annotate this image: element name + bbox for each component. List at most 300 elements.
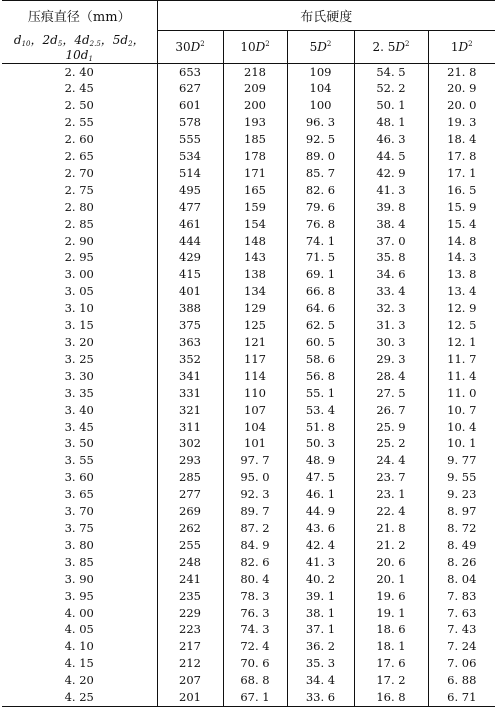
- load-ratio-coef: 10: [240, 39, 256, 54]
- hardness-value-cell: 48. 9: [287, 452, 354, 469]
- hardness-value-cell: 578: [157, 114, 223, 131]
- hardness-value-cell: 47. 5: [287, 469, 354, 486]
- hardness-value-cell: 10. 1: [428, 435, 495, 452]
- indent-diameter-subheader: [2, 31, 157, 64]
- hardness-value-cell: 23. 7: [354, 469, 428, 486]
- table-row: [2, 385, 495, 402]
- hardness-value-cell: 248: [157, 554, 223, 571]
- table-row: [2, 131, 495, 148]
- hardness-value-cell: 311: [157, 419, 223, 436]
- hardness-value-cell: 34. 4: [287, 672, 354, 689]
- hardness-value-cell: 129: [223, 300, 287, 317]
- hardness-value-cell: 20. 6: [354, 554, 428, 571]
- table-row: [2, 97, 495, 114]
- hardness-value-cell: 401: [157, 283, 223, 300]
- hardness-value-cell: 12. 1: [428, 334, 495, 351]
- hardness-value-cell: 35. 3: [287, 655, 354, 672]
- hardness-value-cell: 50. 1: [354, 97, 428, 114]
- hardness-value-cell: 117: [223, 351, 287, 368]
- table-row: [2, 182, 495, 199]
- table-row: [2, 165, 495, 182]
- hardness-value-cell: 321: [157, 402, 223, 419]
- hardness-value-cell: 8. 49: [428, 537, 495, 554]
- hardness-value-cell: 95. 0: [223, 469, 287, 486]
- hardness-value-cell: 10. 7: [428, 402, 495, 419]
- hardness-value-cell: 30. 3: [354, 334, 428, 351]
- hardness-value-cell: 43. 6: [287, 520, 354, 537]
- hardness-value-cell: 34. 6: [354, 266, 428, 283]
- indent-diameter-cell: 4. 00: [2, 605, 157, 622]
- hardness-value-cell: 277: [157, 486, 223, 503]
- hardness-value-cell: 20. 0: [428, 97, 495, 114]
- hardness-value-cell: 7. 63: [428, 605, 495, 622]
- hardness-value-cell: 38. 1: [287, 605, 354, 622]
- indent-diameter-cell: 3. 80: [2, 537, 157, 554]
- table-row: [2, 233, 495, 250]
- hardness-value-cell: 79. 6: [287, 199, 354, 216]
- hardness-value-cell: 51. 8: [287, 419, 354, 436]
- indent-diameter-cell: 3. 20: [2, 334, 157, 351]
- hardness-value-cell: 101: [223, 435, 287, 452]
- table-row: [2, 402, 495, 419]
- table-row: [2, 266, 495, 283]
- hardness-value-cell: 82. 6: [287, 182, 354, 199]
- hardness-value-cell: 29. 3: [354, 351, 428, 368]
- hardness-value-cell: 193: [223, 114, 287, 131]
- table-row: [2, 486, 495, 503]
- hardness-value-cell: 10. 4: [428, 419, 495, 436]
- hardness-value-cell: 114: [223, 368, 287, 385]
- hardness-value-cell: 33. 4: [354, 283, 428, 300]
- hardness-value-cell: 104: [223, 419, 287, 436]
- hardness-value-cell: 14. 3: [428, 249, 495, 266]
- table-row: [2, 368, 495, 385]
- hardness-value-cell: 15. 9: [428, 199, 495, 216]
- load-ratio-exp: 2: [200, 39, 205, 48]
- subscript-text: 10: [21, 39, 31, 48]
- indent-diameter-cell: 3. 60: [2, 469, 157, 486]
- hardness-value-cell: 16. 8: [354, 689, 428, 706]
- hardness-value-cell: 92. 3: [223, 486, 287, 503]
- table-row: [2, 520, 495, 537]
- hardness-value-cell: 8. 04: [428, 571, 495, 588]
- hardness-value-cell: 19. 1: [354, 605, 428, 622]
- hardness-value-cell: 534: [157, 148, 223, 165]
- hardness-value-cell: 60. 5: [287, 334, 354, 351]
- hardness-value-cell: 171: [223, 165, 287, 182]
- hardness-value-cell: 70. 6: [223, 655, 287, 672]
- hardness-value-cell: 44. 5: [354, 148, 428, 165]
- hardness-value-cell: 134: [223, 283, 287, 300]
- hardness-value-cell: 37. 1: [287, 621, 354, 638]
- load-ratio-coef: 30: [175, 39, 191, 54]
- hardness-value-cell: 11. 7: [428, 351, 495, 368]
- indent-diameter-cell: 3. 75: [2, 520, 157, 537]
- table-row: [2, 655, 495, 672]
- hardness-value-cell: 109: [287, 63, 354, 80]
- hardness-value-cell: 18. 6: [354, 621, 428, 638]
- indent-diameter-cell: 3. 45: [2, 419, 157, 436]
- table-body: [2, 63, 495, 706]
- hardness-value-cell: 12. 9: [428, 300, 495, 317]
- hardness-value-cell: 44. 9: [287, 503, 354, 520]
- hardness-value-cell: 54. 5: [354, 63, 428, 80]
- hardness-value-cell: 82. 6: [223, 554, 287, 571]
- hardness-value-cell: 18. 4: [428, 131, 495, 148]
- hardness-value-cell: 22. 4: [354, 503, 428, 520]
- table-row: [2, 605, 495, 622]
- hardness-value-cell: 200: [223, 97, 287, 114]
- hardness-value-cell: 217: [157, 638, 223, 655]
- indent-diameter-cell: 3. 05: [2, 283, 157, 300]
- hardness-value-cell: 262: [157, 520, 223, 537]
- hardness-value-cell: 17. 1: [428, 165, 495, 182]
- hardness-value-cell: 159: [223, 199, 287, 216]
- hardness-value-cell: 41. 3: [354, 182, 428, 199]
- hardness-value-cell: 653: [157, 63, 223, 80]
- indent-diameter-cell: 3. 35: [2, 385, 157, 402]
- formula-text: ，2d: [30, 32, 58, 47]
- hardness-value-cell: 352: [157, 351, 223, 368]
- indent-diameter-cell: 2. 55: [2, 114, 157, 131]
- hardness-value-cell: 76. 8: [287, 216, 354, 233]
- load-ratio-header-5: [428, 31, 495, 64]
- load-ratio-var: D: [458, 39, 469, 54]
- hardness-value-cell: 85. 7: [287, 165, 354, 182]
- hardness-value-cell: 7. 24: [428, 638, 495, 655]
- hardness-value-cell: 341: [157, 368, 223, 385]
- indent-diameter-cell: 3. 55: [2, 452, 157, 469]
- hardness-value-cell: 46. 1: [287, 486, 354, 503]
- table-row: [2, 300, 495, 317]
- hardness-value-cell: 38. 4: [354, 216, 428, 233]
- hardness-value-cell: 415: [157, 266, 223, 283]
- hardness-value-cell: 39. 1: [287, 588, 354, 605]
- hardness-value-cell: 35. 8: [354, 249, 428, 266]
- table-row: [2, 537, 495, 554]
- hardness-value-cell: 78. 3: [223, 588, 287, 605]
- hardness-value-cell: 12. 5: [428, 317, 495, 334]
- table-row: [2, 588, 495, 605]
- hardness-value-cell: 107: [223, 402, 287, 419]
- table-row: [2, 283, 495, 300]
- load-ratio-coef: 2. 5: [372, 39, 396, 54]
- hardness-value-cell: 8. 97: [428, 503, 495, 520]
- table-row: [2, 199, 495, 216]
- indent-diameter-cell: 2. 85: [2, 216, 157, 233]
- indent-diameter-cell: 4. 25: [2, 689, 157, 706]
- load-ratio-var: D: [190, 39, 201, 54]
- hardness-value-cell: 269: [157, 503, 223, 520]
- table-row: [2, 469, 495, 486]
- hardness-value-cell: 40. 2: [287, 571, 354, 588]
- hardness-value-cell: 110: [223, 385, 287, 402]
- hardness-value-cell: 74. 3: [223, 621, 287, 638]
- hardness-value-cell: 16. 5: [428, 182, 495, 199]
- hardness-value-cell: 42. 4: [287, 537, 354, 554]
- indent-diameter-cell: 2. 60: [2, 131, 157, 148]
- hardness-table-sheet: [2, 0, 495, 707]
- hardness-value-cell: 17. 8: [428, 148, 495, 165]
- hardness-value-cell: 26. 7: [354, 402, 428, 419]
- formula-text: d: [13, 32, 22, 47]
- hardness-value-cell: 8. 72: [428, 520, 495, 537]
- hardness-value-cell: 41. 3: [287, 554, 354, 571]
- indent-diameter-cell: 4. 05: [2, 621, 157, 638]
- hardness-value-cell: 6. 88: [428, 672, 495, 689]
- hardness-value-cell: 21. 8: [428, 63, 495, 80]
- indent-diameter-cell: 2. 80: [2, 199, 157, 216]
- hardness-value-cell: 64. 6: [287, 300, 354, 317]
- indent-diameter-cell: 2. 40: [2, 63, 157, 80]
- hardness-value-cell: 20. 9: [428, 80, 495, 97]
- hardness-value-cell: 37. 0: [354, 233, 428, 250]
- load-ratio-exp: 2: [265, 39, 270, 48]
- hardness-value-cell: 13. 8: [428, 266, 495, 283]
- indent-diameter-cell: 2. 45: [2, 80, 157, 97]
- indent-diameter-cell: 3. 15: [2, 317, 157, 334]
- hardness-value-cell: 19. 6: [354, 588, 428, 605]
- load-ratio-coef: 1: [450, 39, 459, 54]
- hardness-value-cell: 209: [223, 80, 287, 97]
- hardness-value-cell: 375: [157, 317, 223, 334]
- table-header: [2, 1, 495, 64]
- table-row: [2, 419, 495, 436]
- hardness-value-cell: 255: [157, 537, 223, 554]
- hardness-value-cell: 14. 8: [428, 233, 495, 250]
- hardness-value-cell: 58. 6: [287, 351, 354, 368]
- brinell-hardness-table: [2, 0, 495, 707]
- brinell-hardness-group-header: 布氏硬度: [300, 10, 353, 25]
- hardness-value-cell: 461: [157, 216, 223, 233]
- hardness-value-cell: 25. 9: [354, 419, 428, 436]
- indent-diameter-cell: 3. 25: [2, 351, 157, 368]
- hardness-value-cell: 207: [157, 672, 223, 689]
- hardness-value-cell: 62. 5: [287, 317, 354, 334]
- hardness-value-cell: 97. 7: [223, 452, 287, 469]
- hardness-value-cell: 27. 5: [354, 385, 428, 402]
- hardness-value-cell: 154: [223, 216, 287, 233]
- hardness-value-cell: 89. 0: [287, 148, 354, 165]
- table-row: [2, 351, 495, 368]
- indent-diameter-cell: 3. 65: [2, 486, 157, 503]
- hardness-value-cell: 21. 2: [354, 537, 428, 554]
- hardness-value-cell: 514: [157, 165, 223, 182]
- hardness-value-cell: 223: [157, 621, 223, 638]
- hardness-value-cell: 229: [157, 605, 223, 622]
- formula-text: ，5d: [100, 32, 129, 47]
- table-row: [2, 80, 495, 97]
- hardness-value-cell: 87. 2: [223, 520, 287, 537]
- hardness-value-cell: 17. 2: [354, 672, 428, 689]
- hardness-value-cell: 218: [223, 63, 287, 80]
- hardness-value-cell: 121: [223, 334, 287, 351]
- hardness-value-cell: 8. 26: [428, 554, 495, 571]
- table-row: [2, 114, 495, 131]
- table-row: [2, 621, 495, 638]
- indent-diameter-cell: 3. 30: [2, 368, 157, 385]
- hardness-value-cell: 21. 8: [354, 520, 428, 537]
- subscript-text: 2: [128, 39, 133, 48]
- load-ratio-exp: 2: [468, 39, 473, 48]
- hardness-value-cell: 32. 3: [354, 300, 428, 317]
- hardness-value-cell: 555: [157, 131, 223, 148]
- hardness-value-cell: 185: [223, 131, 287, 148]
- table-row: [2, 148, 495, 165]
- table-row: [2, 452, 495, 469]
- hardness-value-cell: 13. 4: [428, 283, 495, 300]
- hardness-value-cell: 143: [223, 249, 287, 266]
- load-ratio-var: D: [255, 39, 266, 54]
- hardness-value-cell: 363: [157, 334, 223, 351]
- indent-diameter-cell: 2. 70: [2, 165, 157, 182]
- table-row: [2, 503, 495, 520]
- hardness-value-cell: 84. 9: [223, 537, 287, 554]
- indent-diameter-cell: 2. 50: [2, 97, 157, 114]
- formula-text: ，10d: [65, 32, 145, 62]
- hardness-value-cell: 601: [157, 97, 223, 114]
- hardness-value-cell: 28. 4: [354, 368, 428, 385]
- hardness-value-cell: 15. 4: [428, 216, 495, 233]
- hardness-value-cell: 50. 3: [287, 435, 354, 452]
- hardness-value-cell: 36. 2: [287, 638, 354, 655]
- hardness-value-cell: 444: [157, 233, 223, 250]
- hardness-value-cell: 212: [157, 655, 223, 672]
- hardness-value-cell: 388: [157, 300, 223, 317]
- hardness-value-cell: 148: [223, 233, 287, 250]
- hardness-value-cell: 6. 71: [428, 689, 495, 706]
- load-ratio-var: D: [317, 39, 327, 54]
- hardness-value-cell: 11. 0: [428, 385, 495, 402]
- hardness-value-cell: 72. 4: [223, 638, 287, 655]
- table-row: [2, 672, 495, 689]
- hardness-value-cell: 25. 2: [354, 435, 428, 452]
- subscript-text: 1: [88, 54, 93, 63]
- hardness-value-cell: 68. 8: [223, 672, 287, 689]
- load-ratio-exp: 2: [405, 39, 410, 48]
- indent-diameter-cell: 4. 10: [2, 638, 157, 655]
- hardness-value-cell: 302: [157, 435, 223, 452]
- table-row: [2, 216, 495, 233]
- hardness-value-cell: 11. 4: [428, 368, 495, 385]
- hardness-value-cell: 42. 9: [354, 165, 428, 182]
- hardness-value-cell: 235: [157, 588, 223, 605]
- indent-diameter-cell: 2. 75: [2, 182, 157, 199]
- hardness-value-cell: 201: [157, 689, 223, 706]
- hardness-value-cell: 55. 1: [287, 385, 354, 402]
- hardness-value-cell: 9. 23: [428, 486, 495, 503]
- table-row: [2, 638, 495, 655]
- indent-diameter-cell: 4. 20: [2, 672, 157, 689]
- hardness-value-cell: 138: [223, 266, 287, 283]
- load-ratio-coef: 5: [309, 39, 318, 54]
- hardness-value-cell: 627: [157, 80, 223, 97]
- hardness-value-cell: 31. 3: [354, 317, 428, 334]
- indent-diameter-cell: 3. 70: [2, 503, 157, 520]
- indent-diameter-cell: 3. 40: [2, 402, 157, 419]
- hardness-value-cell: 165: [223, 182, 287, 199]
- hardness-value-cell: 69. 1: [287, 266, 354, 283]
- indent-diameter-cell: 3. 90: [2, 571, 157, 588]
- hardness-value-cell: 241: [157, 571, 223, 588]
- indent-diameter-cell: 3. 50: [2, 435, 157, 452]
- hardness-value-cell: 71. 5: [287, 249, 354, 266]
- subscript-text: 2.5: [89, 39, 101, 48]
- hardness-value-cell: 96. 3: [287, 114, 354, 131]
- hardness-value-cell: 178: [223, 148, 287, 165]
- hardness-value-cell: 429: [157, 249, 223, 266]
- hardness-value-cell: 104: [287, 80, 354, 97]
- indent-diameter-cell: 2. 65: [2, 148, 157, 165]
- hardness-value-cell: 67. 1: [223, 689, 287, 706]
- hardness-value-cell: 80. 4: [223, 571, 287, 588]
- load-ratio-var: D: [395, 39, 406, 54]
- hardness-value-cell: 39. 8: [354, 199, 428, 216]
- hardness-value-cell: 17. 6: [354, 655, 428, 672]
- hardness-value-cell: 9. 55: [428, 469, 495, 486]
- indent-diameter-cell: 3. 95: [2, 588, 157, 605]
- hardness-value-cell: 100: [287, 97, 354, 114]
- indent-diameter-cell: 3. 85: [2, 554, 157, 571]
- table-row: [2, 571, 495, 588]
- hardness-value-cell: 52. 2: [354, 80, 428, 97]
- table-row: [2, 317, 495, 334]
- hardness-value-cell: 19. 3: [428, 114, 495, 131]
- hardness-value-cell: 331: [157, 385, 223, 402]
- load-ratio-header-4: [354, 31, 428, 64]
- hardness-value-cell: 23. 1: [354, 486, 428, 503]
- hardness-value-cell: 18. 1: [354, 638, 428, 655]
- hardness-value-cell: 76. 3: [223, 605, 287, 622]
- hardness-value-cell: 7. 83: [428, 588, 495, 605]
- hardness-value-cell: 9. 77: [428, 452, 495, 469]
- hardness-value-cell: 125: [223, 317, 287, 334]
- hardness-value-cell: 92. 5: [287, 131, 354, 148]
- indent-diameter-cell: 4. 15: [2, 655, 157, 672]
- hardness-value-cell: 20. 1: [354, 571, 428, 588]
- load-ratio-exp: 2: [326, 39, 332, 48]
- formula-text: ，4d: [62, 32, 90, 47]
- subscript-text: 5: [57, 39, 63, 48]
- table-row: [2, 63, 495, 80]
- table-row: [2, 689, 495, 706]
- indent-diameter-cell: 2. 95: [2, 249, 157, 266]
- indent-diameter-cell: 3. 10: [2, 300, 157, 317]
- hardness-value-cell: 24. 4: [354, 452, 428, 469]
- hardness-value-cell: 89. 7: [223, 503, 287, 520]
- table-row: [2, 554, 495, 571]
- hardness-value-cell: 7. 06: [428, 655, 495, 672]
- hardness-value-cell: 293: [157, 452, 223, 469]
- hardness-value-cell: 7. 43: [428, 621, 495, 638]
- hardness-value-cell: 495: [157, 182, 223, 199]
- hardness-value-cell: 56. 8: [287, 368, 354, 385]
- table-row: [2, 435, 495, 452]
- indent-diameter-cell: 3. 00: [2, 266, 157, 283]
- hardness-value-cell: 477: [157, 199, 223, 216]
- load-ratio-header-1: [157, 31, 223, 64]
- load-ratio-header-2: [223, 31, 287, 64]
- indent-diameter-header: 压痕直径（mm）: [2, 1, 157, 31]
- hardness-value-cell: 66. 8: [287, 283, 354, 300]
- hardness-value-cell: 33. 6: [287, 689, 354, 706]
- hardness-value-cell: 53. 4: [287, 402, 354, 419]
- hardness-value-cell: 285: [157, 469, 223, 486]
- hardness-value-cell: 48. 1: [354, 114, 428, 131]
- indent-diameter-cell: 2. 90: [2, 233, 157, 250]
- load-ratio-header-3: [287, 31, 354, 64]
- hardness-value-cell: 46. 3: [354, 131, 428, 148]
